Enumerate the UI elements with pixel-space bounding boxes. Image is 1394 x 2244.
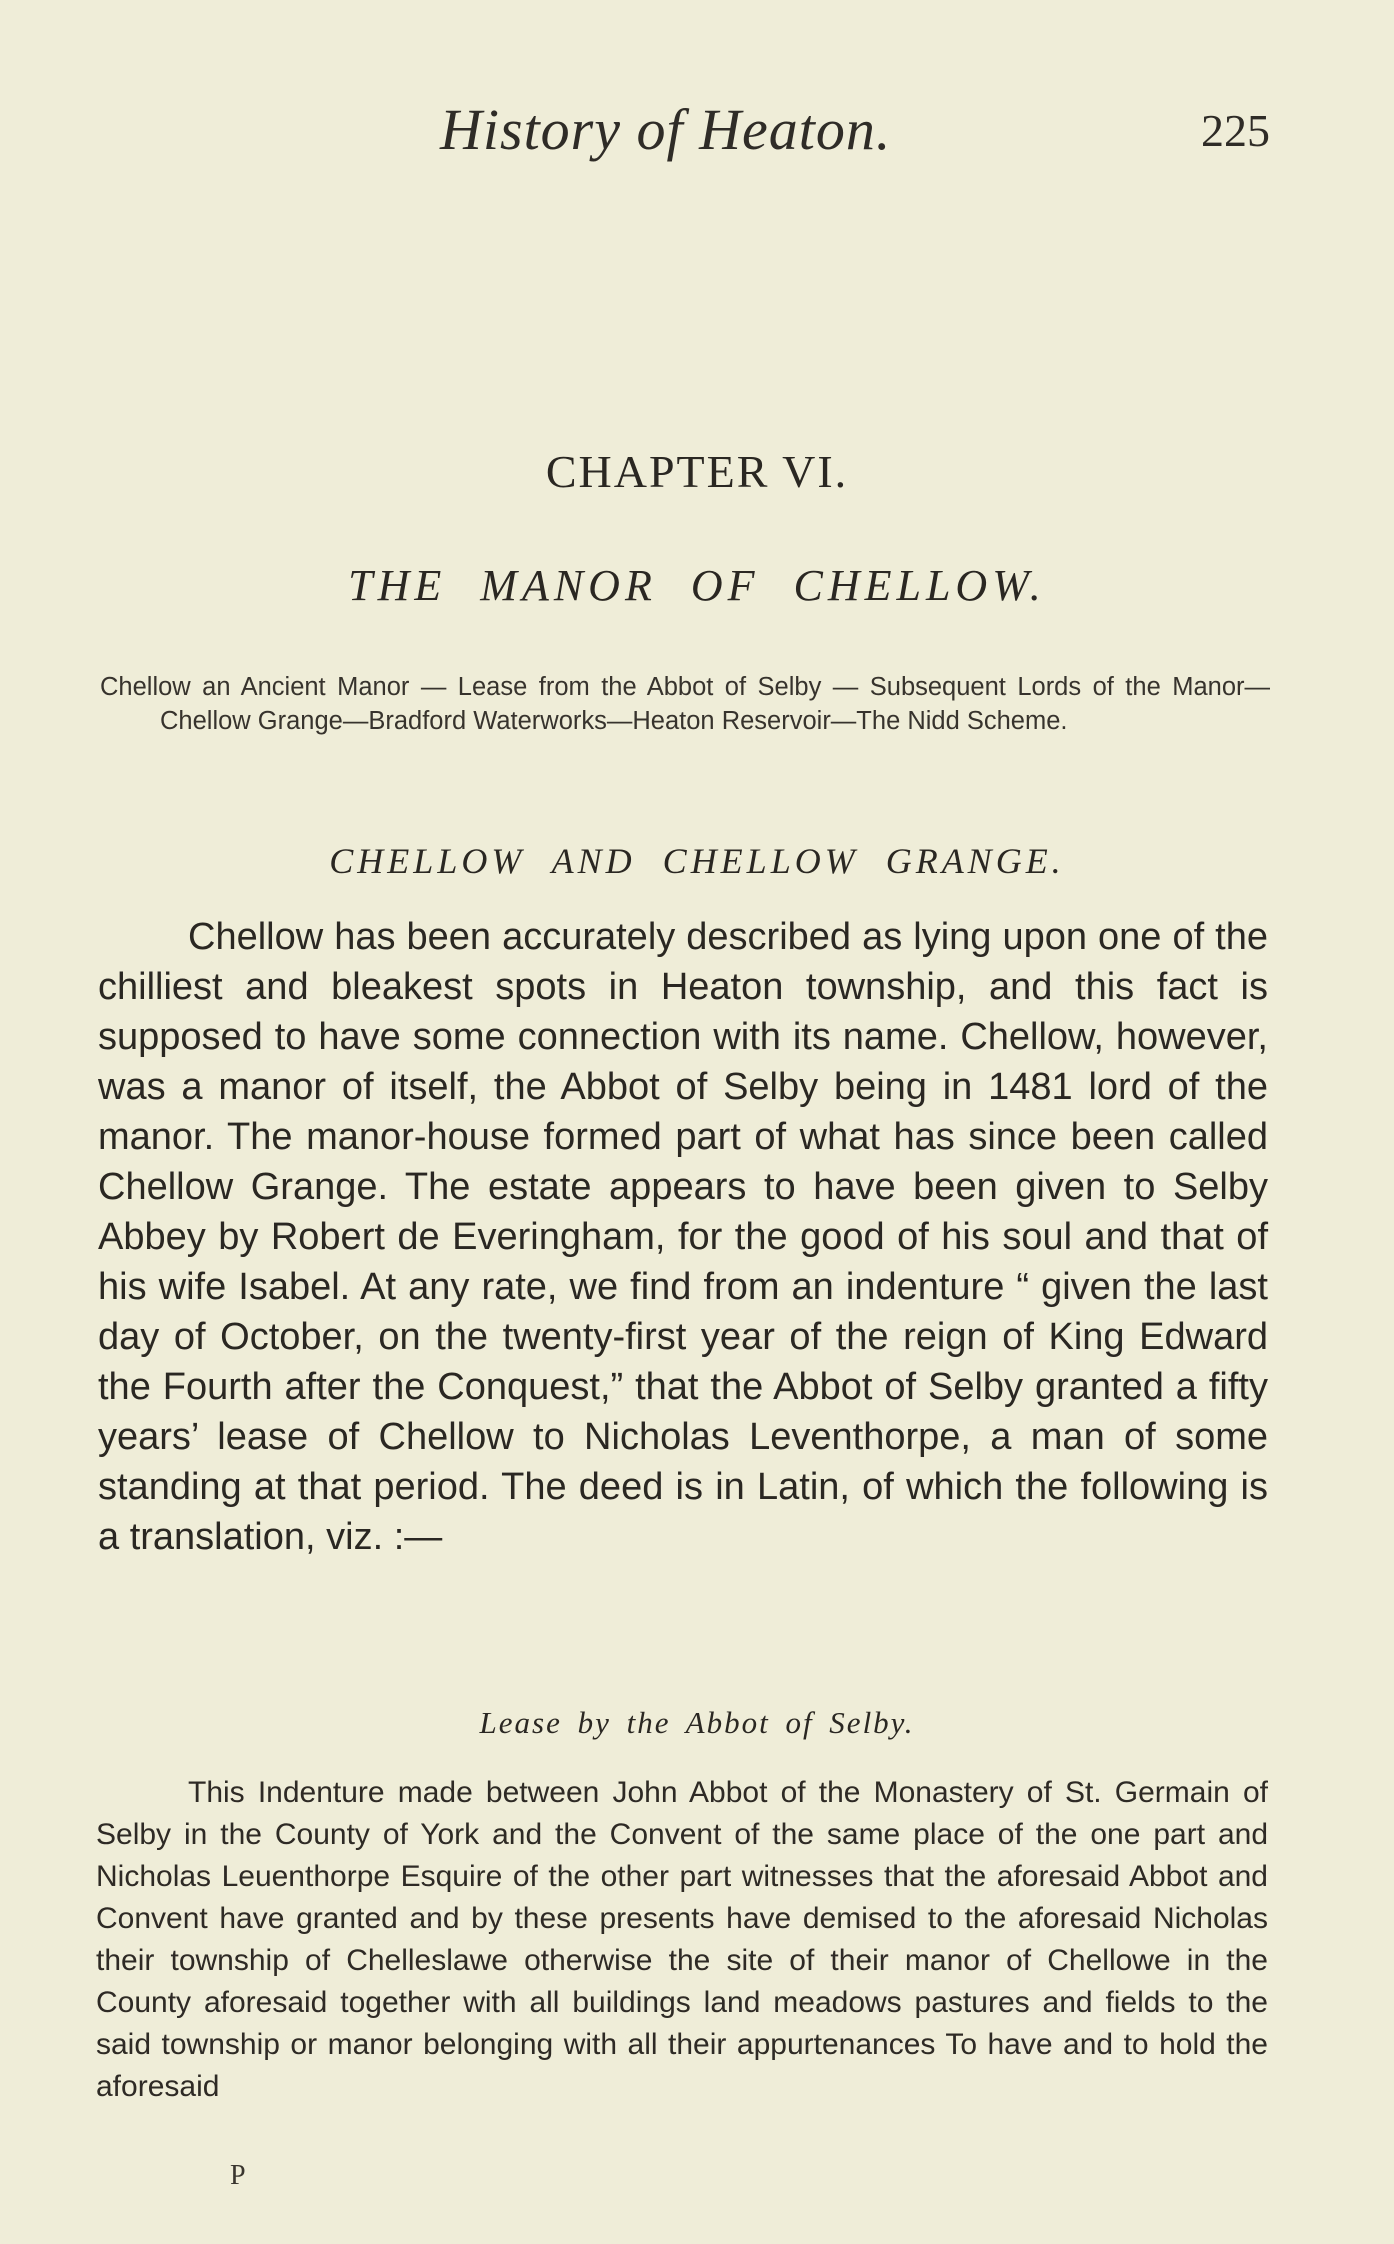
chapter-synopsis: Chellow an Ancient Manor — Lease from the Abbot of Selby — Subsequent Lords of the Manor—Chellow Grange—Bradford Waterworks—Heaton Reservoir—The Nidd Scheme. <box>100 673 1270 735</box>
lease-paragraph: This Indenture made between John Abbot of the Monastery of St. Germain of Selby in the County of York and the Convent of the same place of the one part and Nicholas Leuenthorpe Esquire of the other part witnesses that the aforesaid Abbot and Convent have granted and by these presents have demised to the aforesaid Nicholas their township of Chelleslawe otherwise the site of their manor of Chellowe in the County aforesaid together with all buildings land meadows pastures and fields to the said township or manor belonging with all their appurtenances To have and to hold the aforesaid <box>96 1776 1268 2103</box>
page-number: 225 <box>1201 105 1270 156</box>
body-paragraph: Chellow has been accurately described as lying upon one of the chilliest and bleakest spots in Heaton township, and this fact is supposed to have some connection with its name. Chellow, however, was a manor of itself, the Abbot of Selby being in 1481 lord of the manor. The manor-house formed part of what has since been called Chellow Grange. The estate appears to have been given to Selby Abbey by Robert de Everingham, for the good of his soul and that of his wife Isabel. At any rate, we find from an indenture “ given the last day of October, on the twenty-first year of the reign of King Edward the Fourth after the Conquest,” that the Abbot of Selby granted a fifty years’ lease of Chellow to Nicholas Leventhorpe, a man of some standing at that period. The deed is in Latin, of which the following is a translation, viz. :— <box>98 916 1268 1558</box>
running-title: History of Heaton. <box>440 97 892 162</box>
section-heading: CHELLOW AND CHELLOW GRANGE. <box>329 841 1065 881</box>
lease-heading: Lease by the Abbot of Selby. <box>479 1705 915 1740</box>
chapter-subtitle: THE MANOR OF CHELLOW. <box>348 561 1046 610</box>
chapter-title: CHAPTER VI. <box>545 446 849 497</box>
running-head <box>0 96 1394 176</box>
signature-mark: P <box>230 2160 246 2191</box>
